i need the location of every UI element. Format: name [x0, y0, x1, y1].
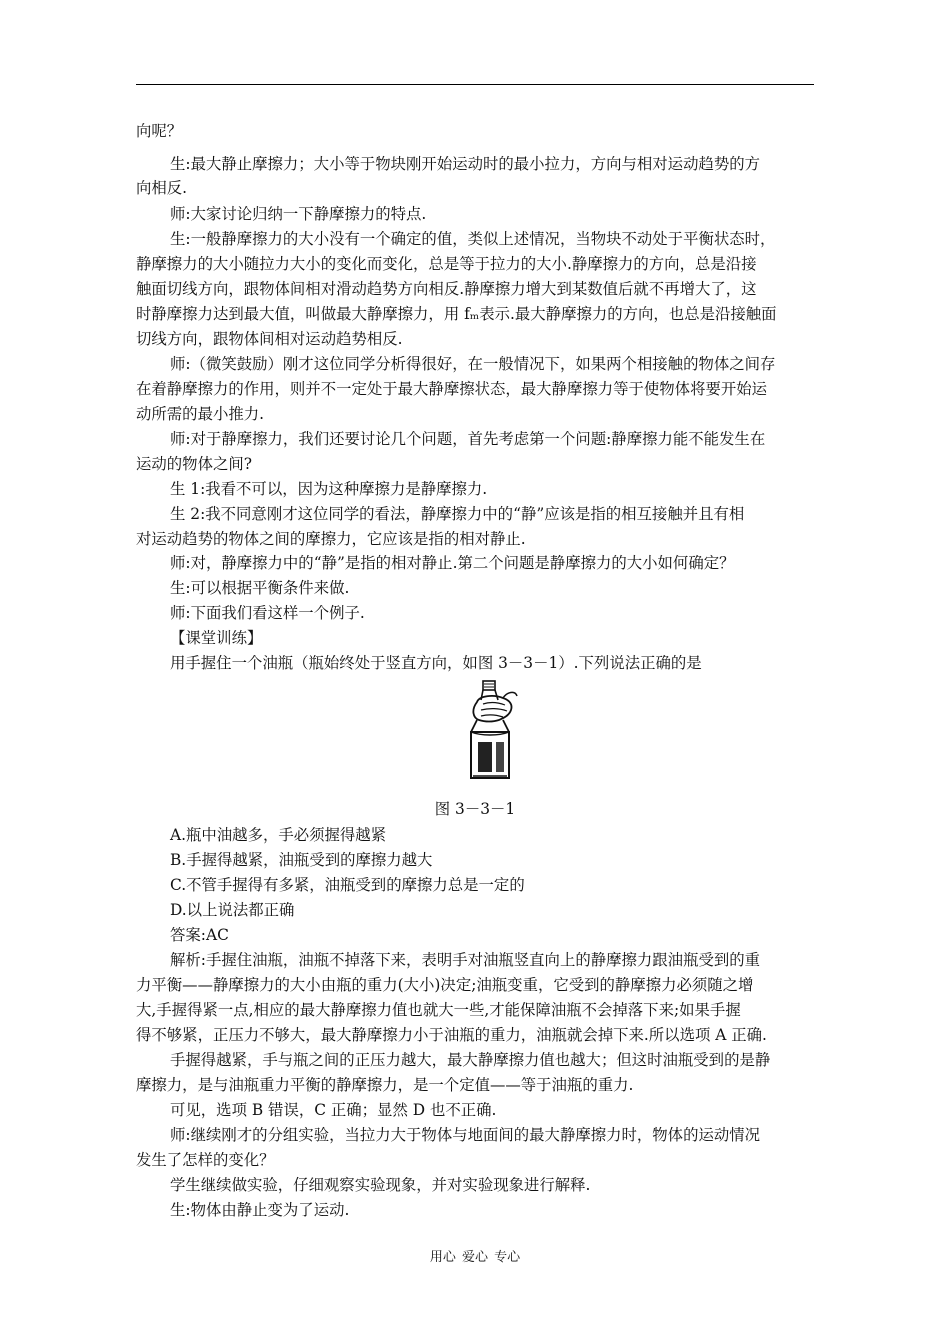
text-line: 师:（微笑鼓励）刚才这位同学分析得很好，在一般情况下，如果两个相接触的物体之间存	[170, 355, 776, 373]
option-d: D.以上说法都正确	[170, 901, 295, 919]
text-line: 生:物体由静止变为了运动.	[170, 1201, 350, 1219]
text-line: 师:大家讨论归纳一下静摩擦力的特点.	[170, 205, 427, 223]
option-a: A.瓶中油越多，手必须握得越紧	[170, 826, 387, 844]
text-line: 摩擦力，是与油瓶重力平衡的静摩擦力，是一个定值——等于油瓶的重力.	[136, 1076, 634, 1094]
section-heading: 【课堂训练】	[170, 629, 263, 647]
text-line: 触面切线方向，跟物体间相对滑动趋势方向相反.静摩擦力增大到某数值后就不再增大了，这	[136, 280, 757, 298]
question-stem: 用手握住一个油瓶（瓶始终处于竖直方向，如图 3－3－1）.下列说法正确的是	[170, 654, 702, 672]
text-line: 生 1:我看不可以，因为这种摩擦力是静摩擦力.	[170, 480, 488, 498]
option-b: B.手握得越紧，油瓶受到的摩擦力越大	[170, 851, 433, 869]
text-line: 师:对于静摩擦力，我们还要讨论几个问题，首先考虑第一个问题:静摩擦力能不能发生在	[170, 430, 766, 448]
text-line: 师:下面我们看这样一个例子.	[170, 604, 365, 622]
text-line: 时静摩擦力达到最大值，叫做最大静摩擦力，用 fₘ表示.最大静摩擦力的方向，也总是沿接触面	[136, 305, 777, 323]
oil-bottle-hand-figure	[463, 680, 521, 782]
text-line: 生:最大静止摩擦力；大小等于物块刚开始运动时的最小拉力，方向与相对运动趋势的方	[170, 155, 761, 173]
option-c: C.不管手握得有多紧，油瓶受到的摩擦力总是一定的	[170, 876, 525, 894]
text-line: 大,手握得紧一点,相应的最大静摩擦力值也就大一些,才能保障油瓶不会掉落下来;如果手握	[136, 1001, 741, 1019]
answer-line: 答案:AC	[170, 926, 229, 944]
text-line: 在着静摩擦力的作用，则并不一定处于最大静摩擦状态，最大静摩擦力等于使物体将要开始运	[136, 380, 768, 398]
text-line: 可见，选项 B 错误，C 正确；显然 D 也不正确.	[170, 1101, 497, 1119]
text-line: 静摩擦力的大小随拉力大小的变化而变化，总是等于拉力的大小.静摩擦力的方向，总是沿接	[136, 255, 757, 273]
text-line: 动所需的最小推力.	[136, 405, 265, 423]
figure-caption: 图 3－3－1	[434, 800, 516, 818]
text-line: 学生继续做实验，仔细观察实验现象，并对实验现象进行解释.	[170, 1176, 591, 1194]
text-line: 向呢？	[136, 122, 183, 140]
text-line: 手握得越紧，手与瓶之间的正压力越大，最大静摩擦力值也越大；但这时油瓶受到的是静	[170, 1051, 771, 1069]
text-line: 发生了怎样的变化？	[136, 1151, 275, 1169]
text-line: 向相反.	[136, 179, 188, 197]
text-line: 生:可以根据平衡条件来做.	[170, 579, 350, 597]
text-line: 师:对，静摩擦力中的“静”是指的相对静止.第二个问题是静摩擦力的大小如何确定？	[170, 554, 735, 572]
text-line: 切线方向，跟物体间相对运动趋势相反.	[136, 330, 403, 348]
page-footer: 用心 爱心 专心	[429, 1250, 521, 1265]
text-line: 生:一般静摩擦力的大小没有一个确定的值，类似上述情况，当物块不动处于平衡状态时，	[170, 230, 776, 248]
text-line: 力平衡——静摩擦力的大小由瓶的重力(大小)决定;油瓶变重，它受到的静摩擦力必须随之增	[136, 976, 754, 994]
text-line: 生 2:我不同意刚才这位同学的看法，静摩擦力中的“静”应该是指的相互接触并且有相	[170, 505, 745, 523]
header-rule	[136, 84, 814, 85]
text-line: 师:继续刚才的分组实验，当拉力大于物体与地面间的最大静摩擦力时，物体的运动情况	[170, 1126, 761, 1144]
text-line: 运动的物体之间?	[136, 455, 252, 473]
text-line: 对运动趋势的物体之间的摩擦力，它应该是指的相对静止.	[136, 530, 526, 548]
text-line: 解析:手握住油瓶，油瓶不掉落下来，表明手对油瓶竖直向上的静摩擦力跟油瓶受到的重	[170, 951, 761, 969]
text-line: 得不够紧，正压力不够大，最大静摩擦力小于油瓶的重力，油瓶就会掉下来.所以选项 A 正确.	[136, 1026, 767, 1044]
